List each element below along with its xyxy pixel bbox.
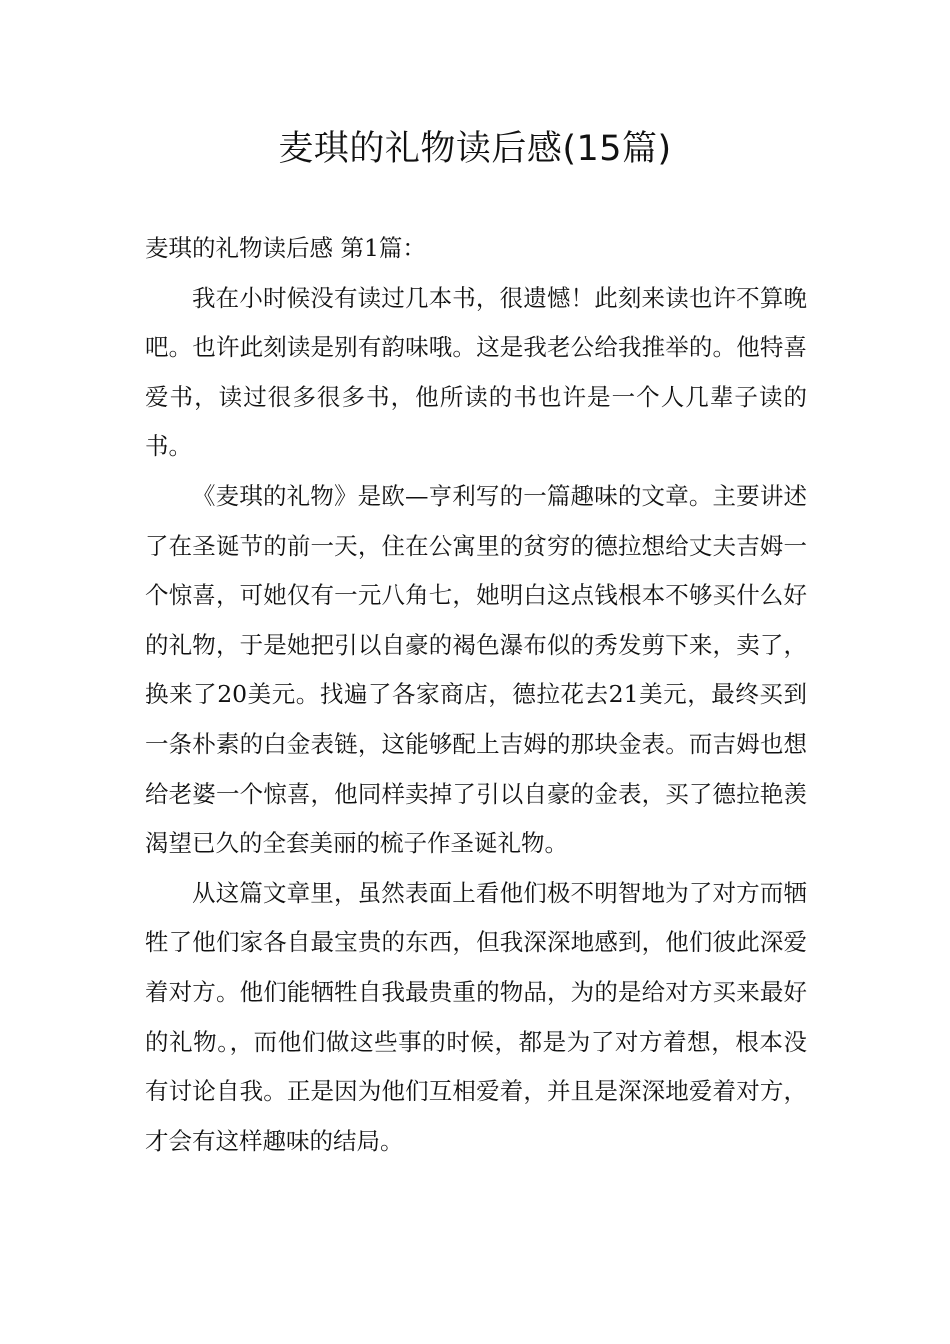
document-title: 麦琪的礼物读后感(15篇) xyxy=(278,129,672,169)
paragraph-1: 我在小时候没有读过几本书，很遗憾！此刻来读也许不算晚吧。也许此刻读是别有韵味哦。这是我老公给我推举的。他特喜爱书，读过很多很多书，他所读的书也许是一个人几辈子读的书。 xyxy=(145,283,807,461)
section-heading: 麦琪的礼物读后感 第1篇： xyxy=(145,234,426,262)
document-body xyxy=(145,224,807,1166)
paragraph-3: 从这篇文章里，虽然表面上看他们极不明智地为了对方而牺牲了他们家各自最宝贵的东西，但我深深地感到，他们彼此深爱着对方。他们能牺牲自我最贵重的物品，为的是给对方买来最好的礼物。，而他们做这些事的时候，都是为了对方着想，根本没有讨论自我。正是因为他们互相爱着，并且是深深地爱着对方，才会有这样趣味的结局。 xyxy=(145,878,807,1155)
paragraph-2: 《麦琪的礼物》是欧—亨利写的一篇趣味的文章。主要讲述了在圣诞节的前一天，住在公寓里的贫穷的德拉想给丈夫吉姆一个惊喜，可她仅有一元八角七，她明白这点钱根本不够买什么好的礼物，于是她把引以自豪的褐色瀑布似的秀发剪下来，卖了，换来了20美元。找遍了各家商店，德拉花去21美元，最终买到一条朴素的白金表链，这能够配上吉姆的那块金表。而吉姆也想给老婆一个惊喜，他同样卖掉了引以自豪的金表，买了德拉艳羡渴望已久的全套美丽的梳子作圣诞礼物。 xyxy=(145,481,807,858)
